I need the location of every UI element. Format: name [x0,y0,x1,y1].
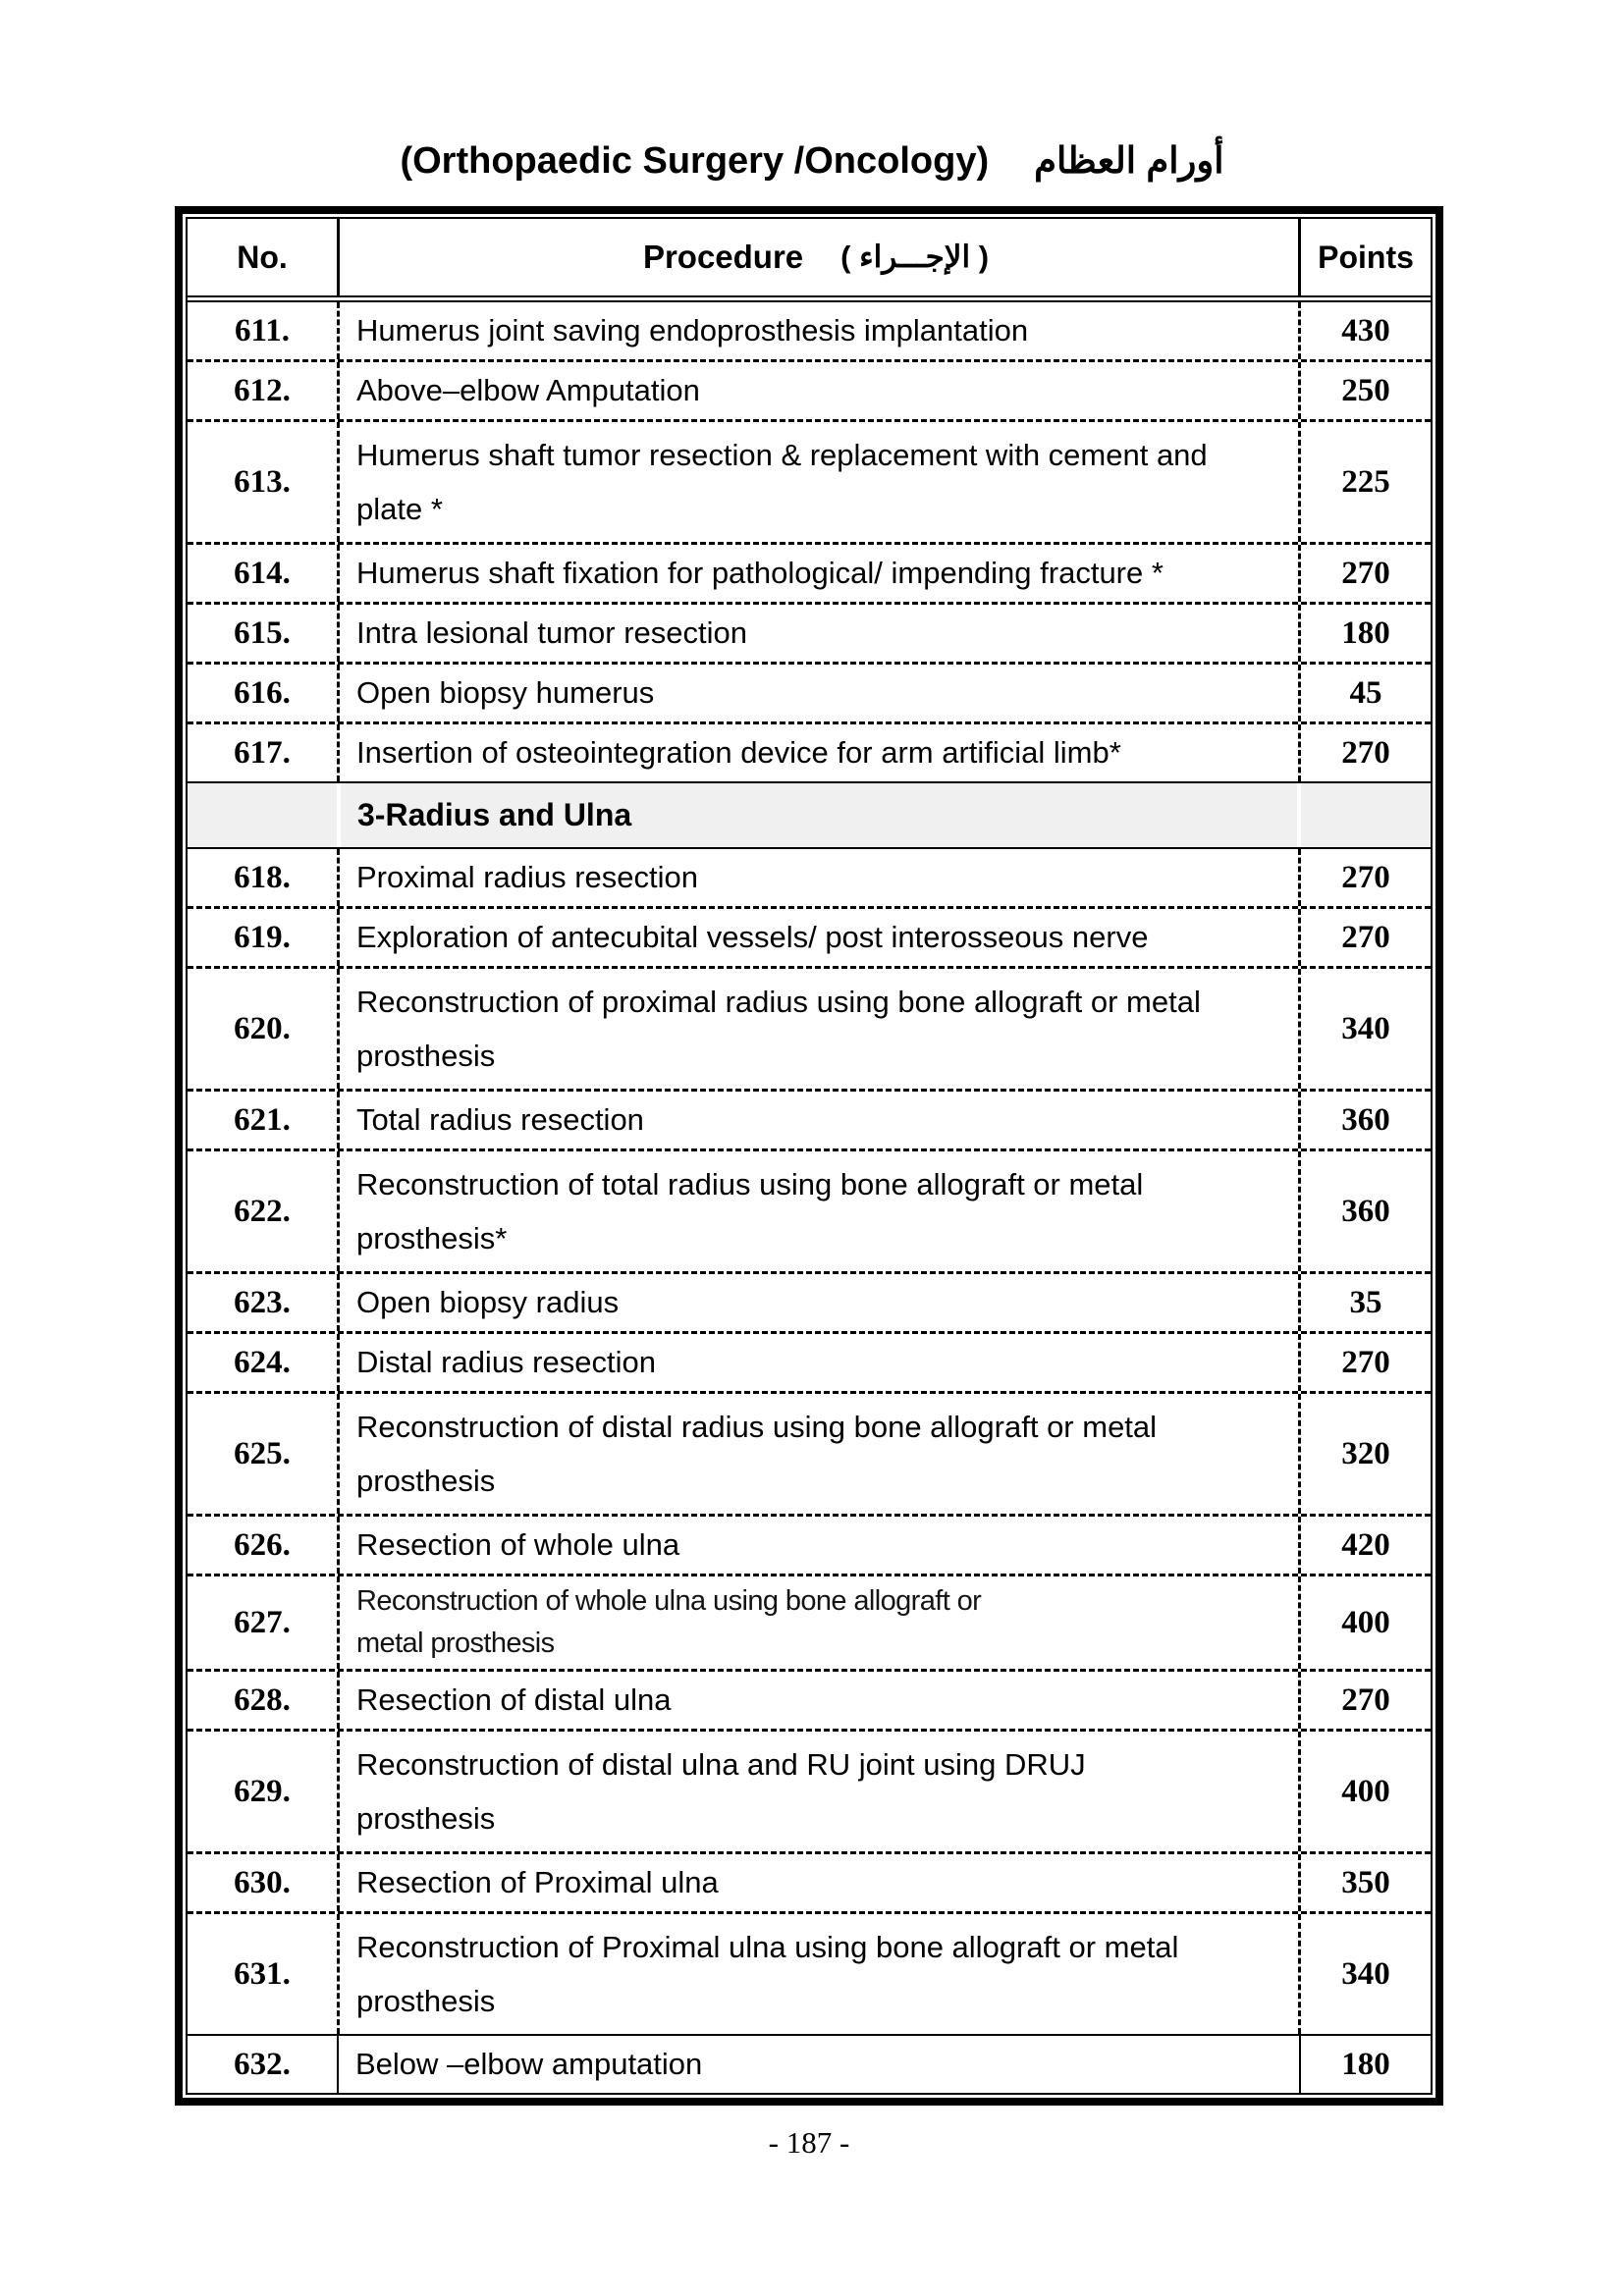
procedure-cell [337,969,1301,1089]
points-cell: 360 [1341,1101,1390,1138]
procedure-cell [337,422,1301,542]
procedure-cell [337,1394,1301,1514]
procedure-text: Resection of Proximal ulna [356,1865,719,1899]
table-row [188,847,1431,906]
procedure-text: Reconstruction of whole ulna using bone allograft or metal prosthesis [356,1585,982,1659]
points-cell: 400 [1341,1604,1390,1640]
table-row [188,906,1431,966]
procedure-text: Resection of whole ulna [356,1527,680,1562]
procedure-cell [337,1854,1301,1911]
procedure-text: Above–elbow Amputation [356,373,700,407]
procedure-text: Resection of distal ulna [356,1682,672,1717]
row-number-cell: 613. [234,463,291,500]
row-number-cell: 618. [234,859,291,895]
points-cell: 250 [1341,372,1390,408]
table-row [188,359,1431,419]
procedure-cell [337,909,1301,966]
header-procedure-ar: ( الإجـــراء ) [840,240,990,274]
points-cell: 35 [1349,1284,1382,1320]
table-row [188,721,1431,781]
table-row [188,1271,1431,1331]
page-number: - 187 - [768,2125,850,2160]
row-number-cell: 629. [234,1773,291,1809]
procedure-text: Insertion of osteointegration device for arm artificial limb* [356,735,1121,770]
procedure-cell [337,1517,1301,1574]
points-cell: 270 [1341,1682,1390,1718]
procedure-cell [337,1672,1301,1729]
row-number-cell: 628. [234,1682,291,1718]
points-cell: 420 [1341,1526,1390,1563]
procedure-text: Humerus joint saving endoprosthesis implantation [356,313,1029,347]
points-cell: 180 [1341,2046,1390,2082]
procedure-text: Distal radius resection [356,1345,656,1379]
procedure-cell [337,1274,1301,1331]
section-header-row [188,781,1431,847]
table-row [188,1148,1431,1271]
section-label: 3-Radius and Ulna [357,797,632,832]
points-cell: 430 [1341,312,1390,348]
header-procedure-en: Procedure [642,239,804,275]
procedure-text: Reconstruction of Proximal ulna using bone allograft or metal prosthesis [356,1930,1179,2018]
procedure-cell [337,1334,1301,1391]
procedure-cell [337,849,1301,906]
row-number-cell: 622. [234,1193,291,1229]
procedure-cell [337,2036,1301,2093]
procedure-cell [337,1914,1301,2034]
table-row [188,1911,1431,2034]
page-title-english: (Orthopaedic Surgery /Oncology) [400,140,990,182]
procedure-text: Humerus shaft fixation for pathological/ impending fracture * [356,556,1164,590]
points-cell: 270 [1341,734,1390,771]
table-row [188,1089,1431,1148]
procedure-cell [337,724,1301,781]
row-number-cell: 611. [235,312,290,348]
procedure-text: Open biopsy radius [356,1285,620,1319]
row-number-cell: 623. [234,1284,291,1320]
row-number-cell: 612. [234,372,291,408]
page-title [0,139,1624,188]
page-title-arabic: أورام العظام [1034,140,1224,181]
points-cell: 180 [1341,614,1390,651]
table-header-row [188,219,1431,302]
points-cell: 360 [1341,1193,1390,1229]
table-row [188,602,1431,662]
procedure-text: Proximal radius resection [356,860,699,894]
row-number-cell: 631. [234,1955,291,1992]
table-row [188,1574,1431,1669]
header-points: Points [1318,239,1414,275]
procedure-text: Reconstruction of proximal radius using bone allograft or metal prosthesis [356,985,1201,1073]
procedure-text: Reconstruction of distal ulna and RU joint using DRUJ prosthesis [356,1747,1086,1836]
points-cell: 270 [1341,1344,1390,1380]
row-number-cell: 616. [234,674,291,711]
procedure-text: Exploration of antecubital vessels/ post interosseous nerve [356,920,1149,954]
section-points-cell [1301,783,1431,847]
points-cell: 45 [1349,674,1382,711]
header-procedure [337,219,1301,295]
table-body [188,302,1431,2093]
procedure-text: Total radius resection [356,1102,644,1137]
points-cell: 320 [1341,1435,1390,1471]
procedure-cell [337,665,1301,721]
row-number-cell: 632. [234,2046,291,2082]
procedure-cell [337,1151,1301,1271]
procedure-text: Open biopsy humerus [356,675,655,710]
row-number-cell: 615. [234,614,291,651]
procedure-cell [337,1092,1301,1148]
table-row [188,542,1431,602]
points-cell: 270 [1341,859,1390,895]
row-number-cell: 624. [234,1344,291,1380]
table-row [188,1331,1431,1391]
points-cell: 225 [1341,463,1390,500]
procedure-cell [337,605,1301,662]
procedure-cell [337,1576,1301,1669]
procedure-cell [337,545,1301,602]
procedure-text: Reconstruction of distal radius using bone allograft or metal prosthesis [356,1410,1158,1498]
procedure-text: Reconstruction of total radius using bone allograft or metal prosthesis* [356,1167,1144,1255]
row-number-cell: 617. [234,734,291,771]
row-number-cell: 621. [234,1101,291,1138]
procedure-cell [337,302,1301,359]
points-cell: 270 [1341,919,1390,955]
table-row [188,966,1431,1089]
procedure-cell [337,362,1301,419]
points-cell: 270 [1341,555,1390,591]
row-number-cell: 627. [234,1604,291,1640]
procedure-cell [337,1732,1301,1851]
points-cell: 340 [1341,1010,1390,1046]
table-row [188,302,1431,359]
row-number-cell: 614. [234,555,291,591]
section-label-cell [337,783,1301,847]
header-no: No. [237,239,288,275]
procedure-text: Below –elbow amputation [355,2047,703,2081]
row-number-cell: 619. [234,919,291,955]
points-cell: 340 [1341,1955,1390,1992]
row-number-cell: 620. [234,1010,291,1046]
table-row [188,1391,1431,1514]
procedures-table-inner [186,217,1433,2095]
points-cell: 400 [1341,1773,1390,1809]
table-row [188,1729,1431,1851]
row-number-cell: 626. [234,1526,291,1563]
table-row [188,2034,1431,2093]
procedure-text: Humerus shaft tumor resection & replacement with cement and plate * [356,438,1208,526]
points-cell: 350 [1341,1864,1390,1900]
table-row [188,1851,1431,1911]
table-row [188,419,1431,542]
table-row [188,1514,1431,1574]
row-number-cell: 625. [234,1435,291,1471]
procedure-text: Intra lesional tumor resection [356,615,748,650]
row-number-cell: 630. [234,1864,291,1900]
section-no-cell [188,783,337,847]
table-row [188,662,1431,721]
procedures-table [175,206,1443,2106]
table-row [188,1669,1431,1729]
